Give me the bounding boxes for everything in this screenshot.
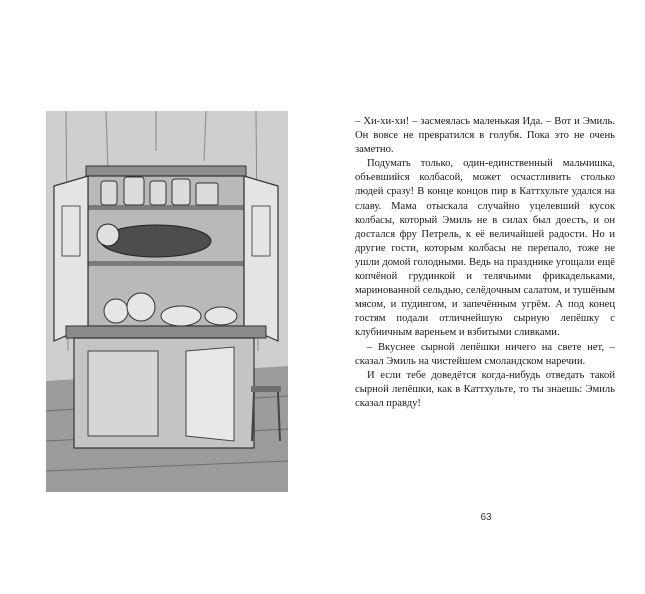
paragraph-4: И если тебе доведётся когда-нибудь отведать такой сырной лепёшки, как в Каттхульте, то ты знаешь: Эмиль сказал правду! (355, 369, 615, 409)
paragraph-1: – Хи-хи-хи! – засмеялась маленькая Ида. – Вот и Эмиль. Он вовсе не превратился в голубя. Пока это не очень заметно. (355, 116, 615, 156)
illustration-image (46, 111, 288, 492)
page-number: 63 (480, 512, 492, 523)
paragraph-3: – Вкуснее сырной лепёшки ничего на свете нет, – сказал Эмиль на чистейшем смоландском наречии. (355, 341, 615, 367)
paragraph-2: Подумать только, один-единственный мальчишка, объевшийся колбасой, может осчастливить столько людей сразу! В конце концов пир в Каттхульте удался на славу. Мама отыскала случайно уцелевший кусок колбасы, который Эмиль не в силах был доесть, и он достался фру Петрель, к её величайшей радости. Но и другие гости, которым колбасы не перепало, тоже не ушли домой голодными. Ведь на празднике угощали ещё копчёной грудинкой и телячьими фрикадельками, маринованной сельдью, селёдочным салатом, и тушёным мясом, и пудингом, и запечённым угрём. А под конец гостям подали отличнейшую сырную лепёшку с клубничным вареньем и взбитыми сливками. (355, 158, 615, 339)
story-text (355, 115, 615, 411)
